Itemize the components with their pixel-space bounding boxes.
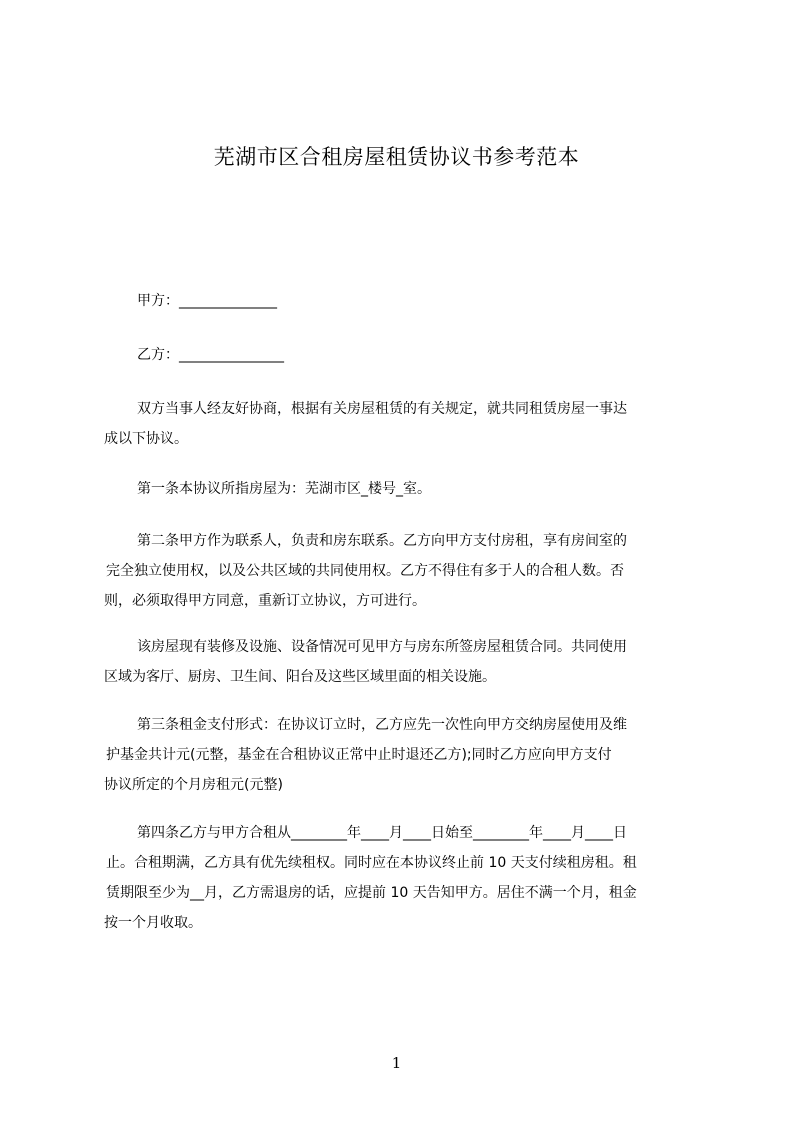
article-1-paragraph <box>104 474 700 504</box>
party-a-text: 甲方：______________ <box>137 293 277 309</box>
paragraph-line: 按一个月收取。 <box>104 915 202 931</box>
paragraph-line: 止。合租期满，乙方具有优先续租权。同时应在本协议终止前 10 天支付续租房租。租 <box>106 855 637 871</box>
paragraph-line: 协议所定的个月房租元(元整) <box>104 777 283 793</box>
paragraph-line: 第二条甲方作为联系人，负责和房东联系。乙方向甲方支付房租，享有房间室的 <box>137 533 627 549</box>
paragraph-line: 双方当事人经友好协商，根据有关房屋租赁的有关规定，就共同租赁房屋一事达 <box>137 401 627 417</box>
paragraph-line: 则，必须取得甲方同意，重新订立协议，方可进行。 <box>104 593 426 609</box>
article-4-paragraph <box>104 818 700 938</box>
party-b-text: 乙方：_______________ <box>137 347 284 363</box>
paragraph-line: 该房屋现有装修及设施、设备情况可见甲方与房东所签房屋租赁合同。共同使用 <box>137 639 627 655</box>
paragraph-line: 成以下协议。 <box>104 431 188 447</box>
paragraph-line: 第一条本协议所指房屋为：芜湖市区_楼号_室。 <box>137 481 431 497</box>
party-a-line <box>104 286 700 316</box>
article-3-paragraph <box>104 710 700 800</box>
paragraph-line: 赁期限至少为__月，乙方需退房的话，应提前 10 天告知甲方。居住不满一个月，租金 <box>106 885 637 901</box>
paragraph-line: 区域为客厅、厨房、卫生间、阳台及这些区域里面的相关设施。 <box>104 669 496 685</box>
page-number: 1 <box>391 1054 402 1072</box>
paragraph-line: 第三条租金支付形式：在协议订立时，乙方应先一次性向甲方交纳房屋使用及维 <box>137 717 627 733</box>
paragraph-line: 第四条乙方与甲方合租从________年____月____日始至________年____月____日 <box>137 825 627 841</box>
article-2-paragraph <box>104 526 700 616</box>
party-b-line <box>104 340 700 370</box>
facilities-paragraph <box>104 632 700 692</box>
paragraph-line: 护基金共计元(元整，基金在合租协议正常中止时退还乙方);同时乙方应向甲方支付 <box>106 747 612 763</box>
intro-paragraph <box>104 394 700 454</box>
paragraph-line: 完全独立使用权，以及公共区域的共同使用权。乙方不得住有多于人的合租人数。否 <box>106 563 624 579</box>
document-title: 芜湖市区合租房屋租赁协议书参考范本 <box>213 145 580 169</box>
